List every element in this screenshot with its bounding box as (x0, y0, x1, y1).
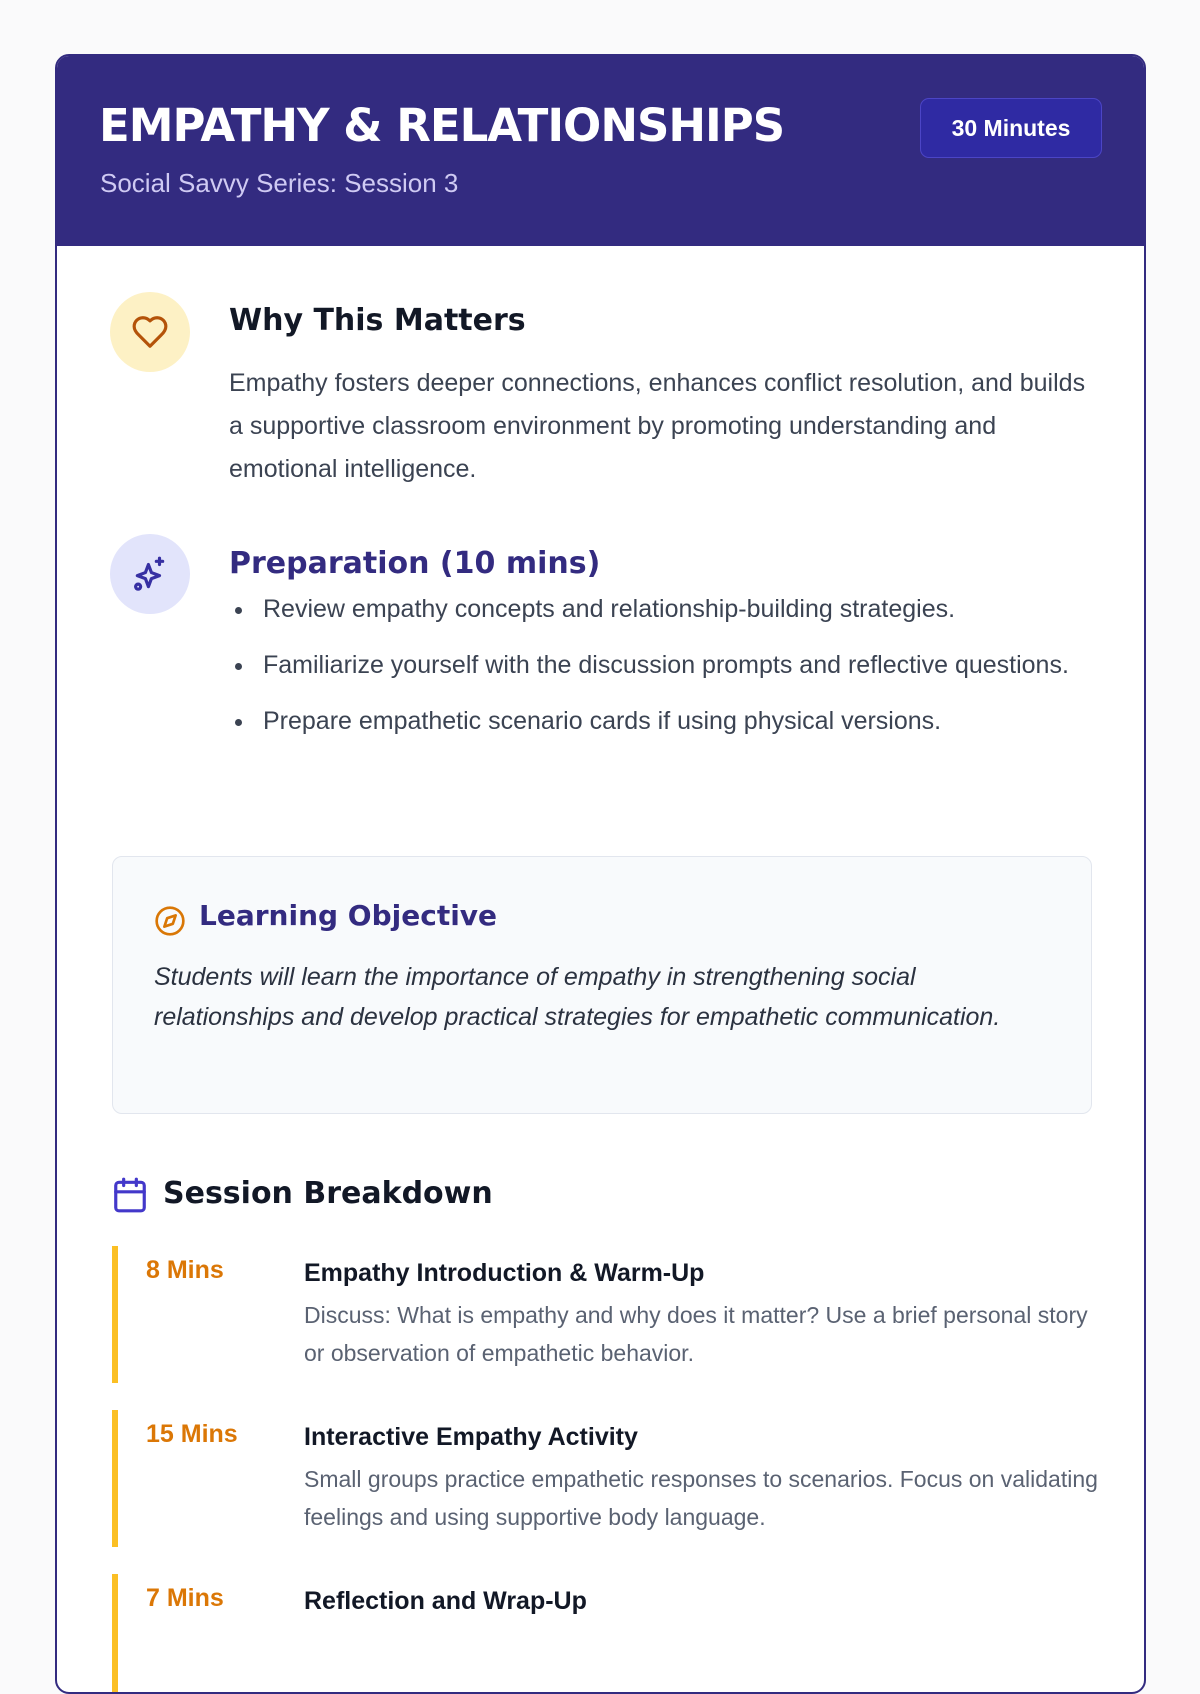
heart-icon (131, 313, 169, 351)
lesson-card (55, 54, 1146, 1694)
compass-icon (154, 905, 186, 937)
page-title: EMPATHY & RELATIONSHIPS (99, 99, 785, 152)
session-timeline (112, 1246, 1102, 1694)
lesson-header (57, 56, 1144, 246)
objective-text: Students will learn the importance of empathy in strengthening social relationships and develop practical strategies for empathetic communication. (154, 963, 1001, 1031)
timeline-title: Empathy Introduction & Warm-Up (304, 1259, 705, 1287)
timeline-item (112, 1410, 1102, 1547)
timeline-item (112, 1574, 1102, 1694)
why-icon-badge (110, 292, 190, 372)
timeline-time: 8 Mins (146, 1256, 224, 1284)
objective-heading: Learning Objective (199, 899, 498, 932)
breakdown-heading: Session Breakdown (163, 1176, 493, 1211)
prep-list (229, 588, 1089, 756)
calendar-icon (111, 1176, 149, 1214)
list-item: Familiarize yourself with the discussion prompts and reflective questions. (229, 644, 1089, 687)
timeline-item (112, 1246, 1102, 1383)
objective-box (112, 856, 1092, 1114)
series-subtitle: Social Savvy Series: Session 3 (100, 168, 459, 198)
timeline-title: Interactive Empathy Activity (304, 1423, 638, 1451)
why-heading: Why This Matters (229, 303, 526, 338)
timeline-desc: Discuss: What is empathy and why does it matter? Use a brief personal story or observation of empathetic behavior. (304, 1302, 1088, 1366)
list-item: Prepare empathetic scenario cards if using physical versions. (229, 700, 1089, 743)
duration-badge: 30 Minutes (920, 98, 1102, 158)
sparkles-icon (131, 555, 169, 593)
timeline-time: 7 Mins (146, 1584, 224, 1612)
list-item: Review empathy concepts and relationship-building strategies. (229, 588, 1089, 631)
prep-heading: Preparation (10 mins) (229, 546, 601, 581)
prep-icon-badge (110, 534, 190, 614)
timeline-time: 15 Mins (146, 1420, 238, 1448)
why-body: Empathy fosters deeper connections, enhances conflict resolution, and builds a supportive classroom environment by promoting understanding and emotional intelligence. (229, 369, 1086, 483)
timeline-title: Reflection and Wrap-Up (304, 1587, 587, 1615)
timeline-desc: Small groups practice empathetic responses to scenarios. Focus on validating feelings and using supportive body language. (304, 1466, 1098, 1530)
